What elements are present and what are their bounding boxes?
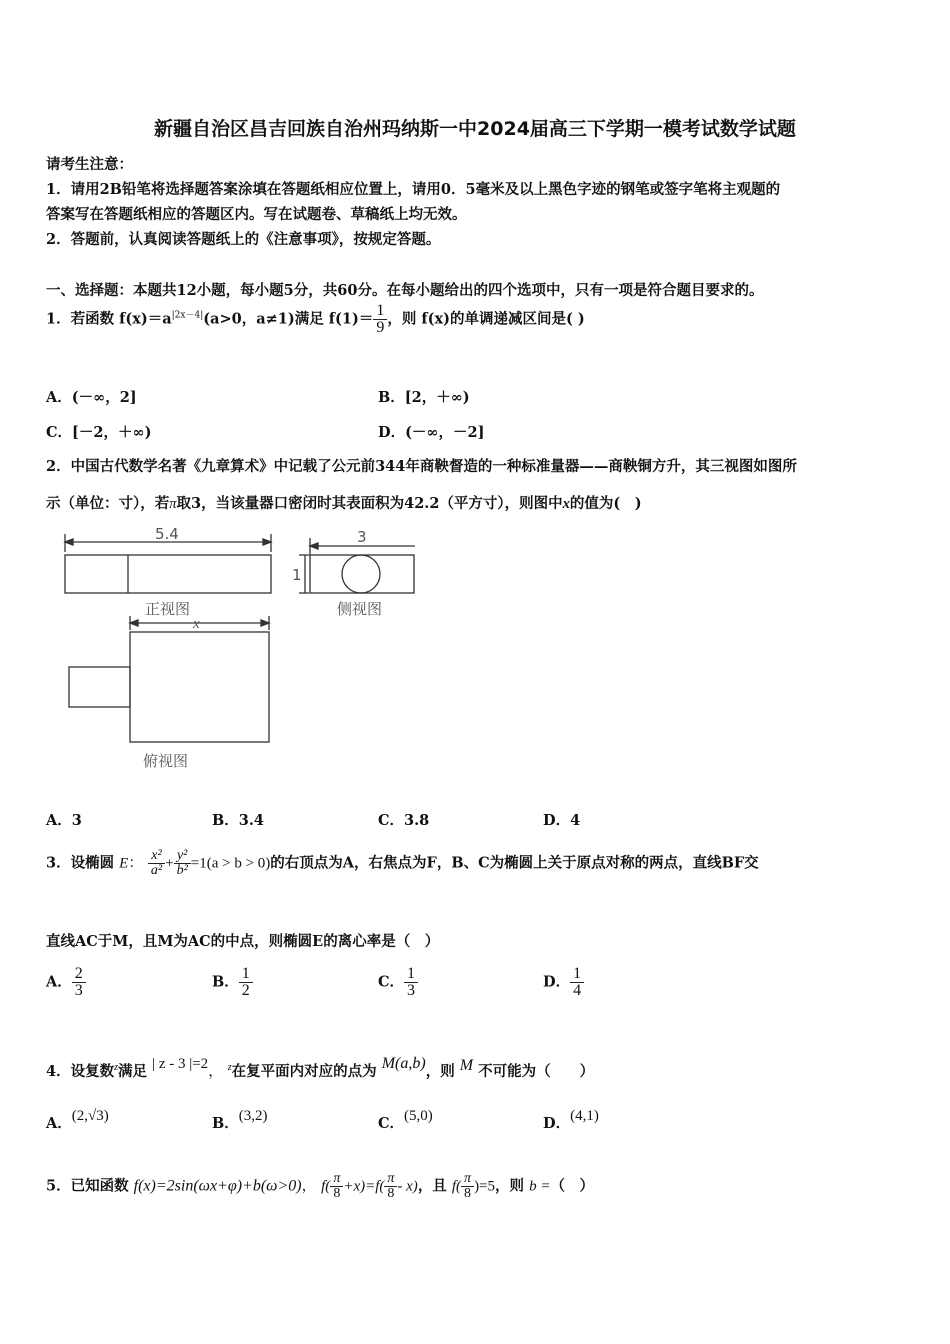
q3-stem-b: 的右顶点为A，右焦点为F，B、C为椭圆上关于原点对称的两点，直线BF交 (270, 854, 759, 872)
q1-exponent: |2x－4| (171, 310, 204, 321)
three-view-diagram (55, 522, 415, 774)
q2-var-x: x (562, 496, 570, 512)
q3-b-num: 1 (239, 966, 253, 983)
side-view-circle (342, 555, 380, 593)
q5-stem-c: ，则 (495, 1177, 525, 1195)
q2-option-b[interactable]: B．3.4 (212, 812, 264, 829)
top-view-label: 俯视图 (143, 752, 189, 770)
q5-pi-3: π (461, 1172, 474, 1187)
q3-d-num: 1 (570, 966, 584, 983)
q3-option-b-label: B． (212, 973, 239, 991)
q5-f1-c: - x) (397, 1178, 418, 1195)
q3-c-den: 3 (407, 982, 416, 999)
q3-option-d[interactable] (543, 966, 584, 999)
q4-option-c[interactable] (378, 1108, 433, 1133)
top-dimension-x: x (193, 616, 200, 632)
q3-option-d-frac (570, 966, 584, 999)
top-view-handle (69, 667, 130, 707)
q1-frac-denominator: 9 (376, 319, 385, 336)
q1-option-a[interactable]: A．(－∞，2] (46, 389, 137, 406)
q3-option-a-frac (72, 966, 86, 999)
top-view-rect (130, 632, 269, 742)
q3-a2: a² (150, 863, 163, 878)
q3-option-c-label: C． (378, 973, 405, 991)
q4-option-b[interactable] (212, 1108, 268, 1133)
q4-option-a[interactable] (46, 1108, 109, 1133)
q3-a-den: 3 (74, 982, 83, 999)
q5-stem-a: 5．已知函数 (46, 1177, 129, 1195)
q4-stem-e: 不可能为（ ） (478, 1063, 595, 1080)
q2-option-d[interactable]: D．4 (543, 812, 581, 829)
q5-stem-b: ，且 (417, 1177, 447, 1195)
side-view-label: 侧视图 (337, 600, 383, 618)
q3-stem-a: 3．设椭圆 (46, 854, 115, 872)
q3-colon: ： (128, 855, 143, 872)
front-view-label: 正视图 (145, 600, 191, 618)
question-3-line-2: 直线AC于M，且M为AC的中点，则椭圆E的离心率是（ ） (46, 933, 440, 950)
q2-option-c[interactable]: C．3.8 (378, 812, 430, 829)
q5-eight-2: 8 (387, 1186, 395, 1201)
q4-condition: | z - 3 |=2 (152, 1056, 209, 1072)
q4-M-point: M(a,b) (381, 1055, 426, 1072)
front-view-rect (65, 555, 271, 593)
notice-heading: 请考生注意： (46, 156, 133, 173)
q1-option-c[interactable]: C．[－2，＋∞) (46, 424, 152, 441)
q5-f1-b: +x)=f( (343, 1178, 385, 1195)
question-5-stem (46, 1172, 594, 1201)
q3-y2: y² (174, 849, 191, 864)
q3-E: E (119, 855, 129, 872)
q2-line2-c: 的值为( ) (569, 495, 642, 512)
q5-frac-2 (384, 1172, 397, 1201)
question-2-line-1: 2．中国古代数学名著《九章算术》中记载了公元前344年商鞅督造的一种标准量器——商鞅铜方升，其三视图如图所 (46, 458, 797, 475)
q3-option-d-label: D． (543, 973, 571, 991)
q2-line2-a: 示（单位：寸），若 (46, 495, 170, 512)
q1-frac-numerator: 1 (373, 303, 387, 320)
q5-comma: ， (301, 1178, 317, 1195)
q4-stem-a: 4．设复数 (46, 1063, 115, 1080)
q3-option-c-frac (404, 966, 418, 999)
q4-option-c-value: (5,0) (404, 1108, 433, 1124)
q5-eight-1: 8 (333, 1186, 341, 1201)
q3-option-b-frac (239, 966, 253, 999)
q5-eight-3: 8 (464, 1186, 472, 1201)
q4-option-d-value: (4,1) (570, 1108, 599, 1124)
q4-option-a-label: A． (46, 1115, 72, 1132)
notice-item-2: 2．答题前，认真阅读答题纸上的《注意事项》，按规定答题。 (46, 231, 441, 248)
q5-f1-a: f( (321, 1178, 331, 1195)
q3-b2: b² (176, 863, 188, 878)
q3-frac-y (174, 849, 191, 878)
q4-option-d[interactable] (543, 1108, 599, 1133)
q5-b: b = (529, 1178, 551, 1195)
notice-item-1-line-2: 答案写在答题纸相应的答题区内。写在试题卷、草稿纸上均无效。 (46, 206, 467, 223)
notice-item-1-line-1: 1．请用2B铅笔将选择题答案涂填在答题纸相应位置上，请用0．5毫米及以上黑色字迹的钢笔或签字笔将主观题的 (46, 181, 781, 198)
q5-frac-1 (330, 1172, 343, 1201)
q2-option-a[interactable]: A．3 (46, 812, 82, 829)
q4-option-d-label: D． (543, 1115, 571, 1132)
q3-c-num: 1 (404, 966, 418, 983)
side-view-rect (310, 555, 414, 593)
q2-line2-b: 取3，当该量器口密闭时其表面积为42.2（平方寸），则图中 (176, 495, 563, 512)
question-1-stem (46, 303, 585, 336)
q3-option-c[interactable] (378, 966, 418, 999)
q5-pi-1: π (330, 1172, 343, 1187)
q4-option-b-value: (3,2) (238, 1108, 268, 1124)
q3-condition: =1(a > b > 0) (190, 855, 271, 872)
question-4-stem (46, 1055, 595, 1081)
page-title: 新疆自治区昌吉回族自治州玛纳斯一中2024届高三下学期一模考试数学试题 (154, 118, 796, 140)
q5-frac-3 (461, 1172, 474, 1201)
q4-comma: ， (208, 1064, 223, 1080)
question-3-line-1 (46, 849, 759, 878)
side-dimension: 3 (357, 528, 367, 546)
q5-paren: （ ） (550, 1177, 594, 1195)
q3-a-num: 2 (72, 966, 86, 983)
q3-option-a[interactable] (46, 966, 86, 999)
q5-f2-b: )=5 (474, 1178, 496, 1195)
q5-pi-2: π (384, 1172, 397, 1187)
q4-z-2: z (227, 1062, 232, 1074)
q1-stem-a: 1．若函数 f(x)＝a (46, 310, 172, 328)
q3-frac-x (148, 849, 165, 878)
q4-M: M (459, 1057, 474, 1074)
q4-stem-d: ，则 (425, 1063, 455, 1080)
q1-option-b[interactable]: B．[2，＋∞) (378, 389, 470, 406)
q1-fraction (373, 303, 387, 336)
q3-x2: x² (148, 849, 165, 864)
q4-option-a-value: (2,√3) (71, 1108, 109, 1124)
q4-z: z (114, 1062, 118, 1074)
q4-stem-c: 在复平面内对应的点为 (231, 1063, 377, 1080)
q4-option-b-label: B． (212, 1115, 239, 1132)
q3-plus: + (165, 855, 174, 872)
q4-stem-b: 满足 (118, 1063, 147, 1080)
section-heading: 一、选择题：本题共12小题，每小题5分，共60分。在每小题给出的四个选项中，只有一项是符合题目要求的。 (46, 282, 764, 299)
q3-b-den: 2 (241, 982, 250, 999)
height-dimension: 1 (292, 566, 302, 584)
q3-option-b[interactable] (212, 966, 253, 999)
question-2-line-2 (46, 492, 642, 513)
q1-option-d[interactable]: D．(－∞，－2] (378, 424, 485, 441)
q4-option-c-label: C． (378, 1115, 405, 1132)
q3-option-a-label: A． (46, 973, 72, 991)
front-dimension: 5.4 (155, 525, 179, 543)
q2-pi: π (169, 496, 177, 512)
q3-d-den: 4 (573, 982, 582, 999)
q1-stem-b: (a>0，a≠1)满足 f(1)＝ (203, 310, 374, 328)
q1-stem-c: ，则 f(x)的单调递减区间是( ) (387, 310, 585, 328)
q5-f2-a: f( (451, 1178, 462, 1195)
q5-function: f(x)=2sin(ωx+φ)+b(ω>0) (133, 1177, 302, 1195)
